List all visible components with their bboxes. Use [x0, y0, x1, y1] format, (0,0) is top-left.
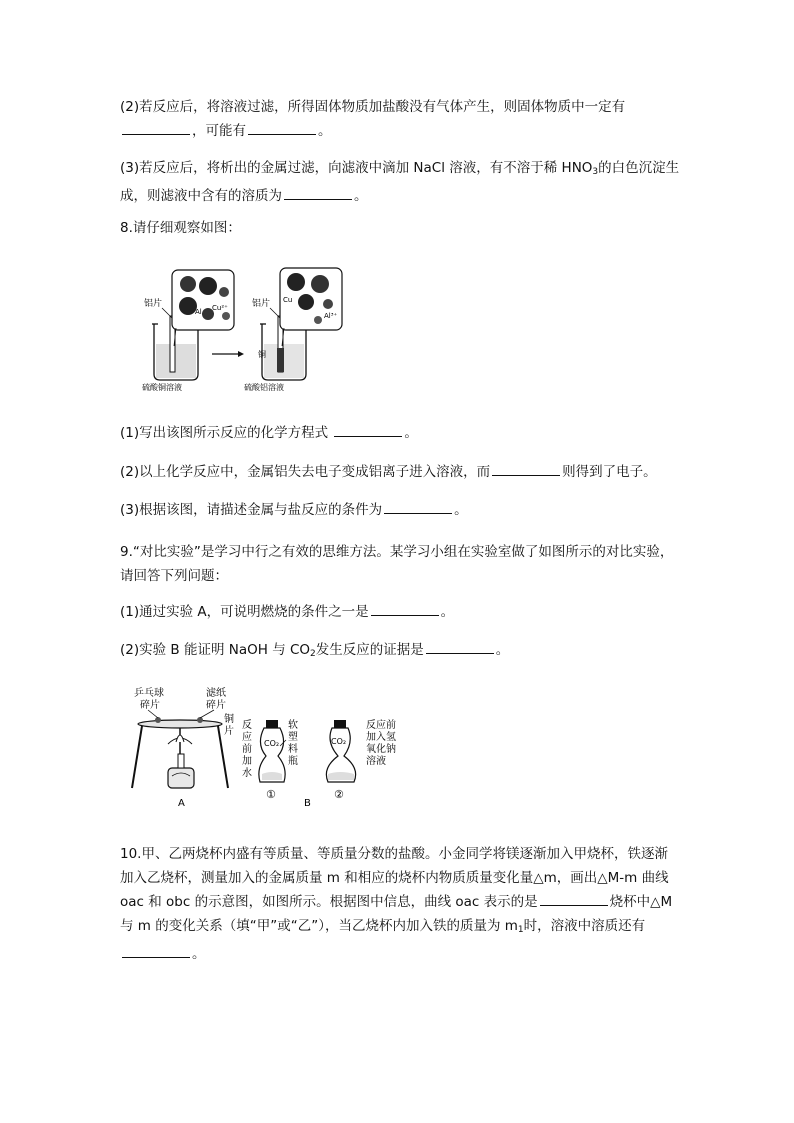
answer-blank[interactable] — [284, 185, 352, 200]
q10-text-a: 10.甲、乙两烧杯内盛有等质量、等质量分数的盐酸。小金同学将镁逐渐加入甲烧杯，铁逐渐加入乙烧杯，测量加入的金属质量 m 和相应的烧杯内物质质量变化量△m，画出△M-m 曲线 oac 和 obc 的示意图，如图所示。根据图中信息，曲线 oac 表示的是 — [120, 846, 669, 910]
q10-text-b: 烧杯中△M 与 m 的变化关系（填“甲”或“乙”），当乙烧杯内加入铁的质量为 m — [120, 894, 673, 934]
q9-part2 — [120, 638, 680, 666]
label-co2-1: CO₂ — [264, 739, 280, 748]
punct: 。 — [404, 425, 418, 441]
q9-part2-text-b: 发生反应的证据是 — [315, 642, 424, 658]
label-2: ② — [334, 788, 344, 801]
q8-title: 8.请仔细观察如图： — [120, 220, 241, 236]
subscript: 1 — [517, 925, 524, 935]
answer-blank[interactable] — [371, 601, 439, 616]
left-particle-box — [172, 270, 234, 346]
q9-part1-text: (1)通过实验 A，可说明燃烧的条件之一是 — [120, 604, 369, 620]
q8-figure — [140, 262, 350, 392]
experiment-b-bottle-1 — [242, 718, 298, 801]
label-copper: 铜 — [258, 350, 266, 359]
label-1: ① — [266, 788, 276, 801]
q10-text — [120, 842, 680, 966]
q8-part2-text: (2)以上化学反应中，金属铝失去电子变成铝离子进入溶液，而 — [120, 464, 491, 480]
label-bottle: 软塑料瓶 — [288, 720, 298, 767]
label-copper-sheet-2: 片 — [224, 726, 234, 737]
subscript: 2 — [310, 649, 316, 659]
q8-part3-text: (3)根据该图，请描述金属与盐反应的条件为 — [120, 502, 383, 518]
experiment-b-bottle-2 — [304, 718, 396, 809]
q9-figure — [128, 684, 400, 810]
punct: 。 — [454, 502, 468, 518]
label-filter-1: 滤纸 — [206, 688, 226, 699]
label-cu: Cu — [283, 296, 293, 304]
punct: 。 — [318, 123, 332, 139]
reaction-arrow — [212, 351, 244, 357]
q10-text-c: 时，溶液中溶质还有 — [523, 918, 646, 934]
label-aluminum-right: 铝片 — [252, 299, 271, 309]
punct: 。 — [192, 946, 206, 962]
q9-part2-text: (2)实验 B 能证明 NaOH 与 CO — [120, 642, 311, 658]
label-solution-left: 硫酸铜溶液 — [142, 383, 182, 392]
punct: 。 — [440, 604, 455, 620]
q8-part3 — [120, 498, 680, 522]
q8-part2 — [120, 460, 680, 484]
answer-blank[interactable] — [492, 461, 560, 476]
q7-part2 — [120, 95, 680, 143]
label-solution-right: 硫酸铝溶液 — [244, 383, 284, 392]
label-cu-ion: Cu²⁺ — [212, 304, 228, 312]
punct: 。 — [354, 188, 368, 204]
label-co2-2: CO₂ — [331, 737, 347, 746]
label-pingpong-1: 乒乓球 — [134, 688, 164, 699]
answer-blank[interactable] — [540, 891, 608, 906]
q7-part3-text-b: 的白色沉淀生成，则滤液中含有的溶质为 — [120, 160, 680, 204]
q8-part1 — [120, 421, 680, 445]
label-water: 反应前加水 — [242, 720, 252, 779]
q9-part1 — [120, 600, 680, 624]
label-a: A — [178, 798, 185, 809]
label-al-ion: Al³⁺ — [324, 312, 338, 320]
label-copper-sheet-1: 铜 — [224, 714, 234, 725]
q7-part2-text-b: ，可能有 — [192, 123, 246, 139]
q7-part3-text: (3)若反应后，将析出的金属过滤，向滤液中滴加 NaCl 溶液，有不溶于稀 HNO — [120, 160, 593, 176]
right-particle-box — [280, 268, 342, 346]
answer-blank[interactable] — [248, 120, 316, 135]
q9-intro: 9.“对比实验”是学习中行之有效的思维方法。某学习小组在实验室做了如图所示的对比实验，请回答下列问题： — [120, 544, 674, 584]
answer-blank[interactable] — [384, 499, 452, 514]
experiment-a — [132, 686, 234, 809]
subscript: 3 — [592, 167, 599, 177]
label-pingpong-2: 碎片 — [140, 700, 160, 711]
punct: 。 — [495, 642, 510, 658]
answer-blank[interactable] — [122, 120, 190, 135]
label-filter-2: 碎片 — [206, 700, 226, 711]
label-al: Al — [195, 308, 202, 316]
q7-part3 — [120, 156, 680, 208]
answer-blank[interactable] — [334, 422, 402, 437]
q8-part1-text: (1)写出该图所示反应的化学方程式 — [120, 425, 329, 441]
label-b: B — [304, 798, 311, 809]
answer-blank[interactable] — [426, 639, 494, 654]
answer-blank[interactable] — [122, 943, 190, 958]
q7-part2-text: (2)若反应后，将溶液过滤，所得固体物质加盐酸没有气体产生，则固体物质中一定有 — [120, 99, 626, 115]
label-aluminum-left: 铝片 — [144, 299, 163, 309]
q8-part2-text-b: 则得到了电子。 — [562, 464, 657, 480]
label-naoh: 反应前加入氢氧化钠溶液 — [366, 720, 396, 767]
